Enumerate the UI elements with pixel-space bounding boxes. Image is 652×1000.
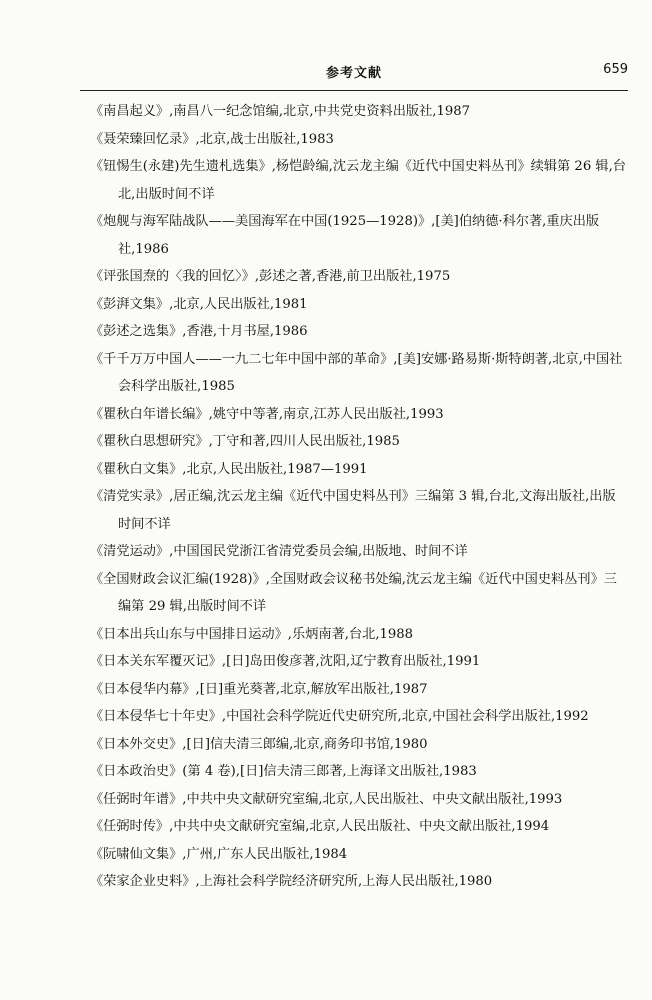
reference-item: 《彭湃文集》,北京,人民出版社,1981 [90,296,308,312]
reference-item: 《日本关东军覆灭记》,[日]岛田俊彦著,沈阳,辽宁教育出版社,1991 [90,654,481,669]
reference-item: 《清党运动》,中国国民党浙江省清党委员会编,出版地、时间不详 [90,544,468,559]
reference-item: 《钮惕生(永建)先生遗札选集》,杨恺龄编,沈云龙主编《近代中国史料丛刊》续辑第 26 辑,台北,出版时间不详 [90,159,626,202]
page-number: 659 [603,62,628,77]
reference-item: 《日本侵华内幕》,[日]重光葵著,北京,解放军出版社,1987 [90,681,428,697]
reference-item: 《南昌起义》,南昌八一纪念馆编,北京,中共党史资料出版社,1987 [90,104,471,119]
reference-item: 《全国财政会议汇编(1928)》,全国财政会议秘书处编,沈云龙主编《近代中国史料丛刊》三编第 29 辑,出版时间不详 [90,571,617,614]
reference-item: 《瞿秋白文集》,北京,人民出版社,1987—1991 [90,461,368,477]
reference-item: 《瞿秋白年谱长编》,姚守中等著,南京,江苏人民出版社,1993 [90,406,444,422]
reference-item: 《日本出兵山东与中国排日运动》,乐炳南著,台北,1988 [90,626,414,642]
reference-item: 《阮啸仙文集》,广州,广东人民出版社,1984 [90,846,348,862]
reference-item: 《荣家企业史料》,上海社会科学院经济研究所,上海人民出版社,1980 [90,874,493,889]
reference-item: 《千千万万中国人——一九二七年中国中部的革命》,[美]安娜·路易斯·斯特朗著,北京,中国社会科学出版社,1985 [90,351,623,394]
running-header [80,62,628,86]
reference-item: 《日本外交史》,[日]信夫清三郎编,北京,商务印书馆,1980 [90,736,428,752]
reference-item: 《任弼时传》,中共中央文献研究室编,北京,人民出版社、中央文献出版社,1994 [90,819,550,834]
reference-item: 《聂荣臻回忆录》,北京,战士出版社,1983 [90,131,334,147]
reference-item: 《炮舰与海军陆战队——美国海军在中国(1925—1928)》,[美]伯纳德·科尔著,重庆出版社,1986 [90,214,600,257]
reference-item: 《清党实录》,居正编,沈云龙主编《近代中国史料丛刊》三编第 3 辑,台北,文海出版社,出版时间不详 [90,489,616,532]
reference-item: 《任弼时年谱》,中共中央文献研究室编,北京,人民出版社、中央文献出版社,1993 [90,791,563,807]
reference-item: 《瞿秋白思想研究》,丁守和著,四川人民出版社,1985 [90,434,400,449]
header-title: 参考文献 [325,66,382,81]
reference-list [90,98,628,896]
reference-item: 《日本侵华七十年史》,中国社会科学院近代史研究所,北京,中国社会科学出版社,1992 [90,709,589,724]
reference-item: 《彭述之选集》,香港,十月书屋,1986 [90,324,308,339]
header-rule [80,90,628,91]
reference-item: 《评张国焘的〈我的回忆〉》,彭述之著,香港,前卫出版社,1975 [90,269,451,284]
reference-item: 《日本政治史》(第 4 卷),[日]信夫清三郎著,上海译文出版社,1983 [90,764,477,779]
